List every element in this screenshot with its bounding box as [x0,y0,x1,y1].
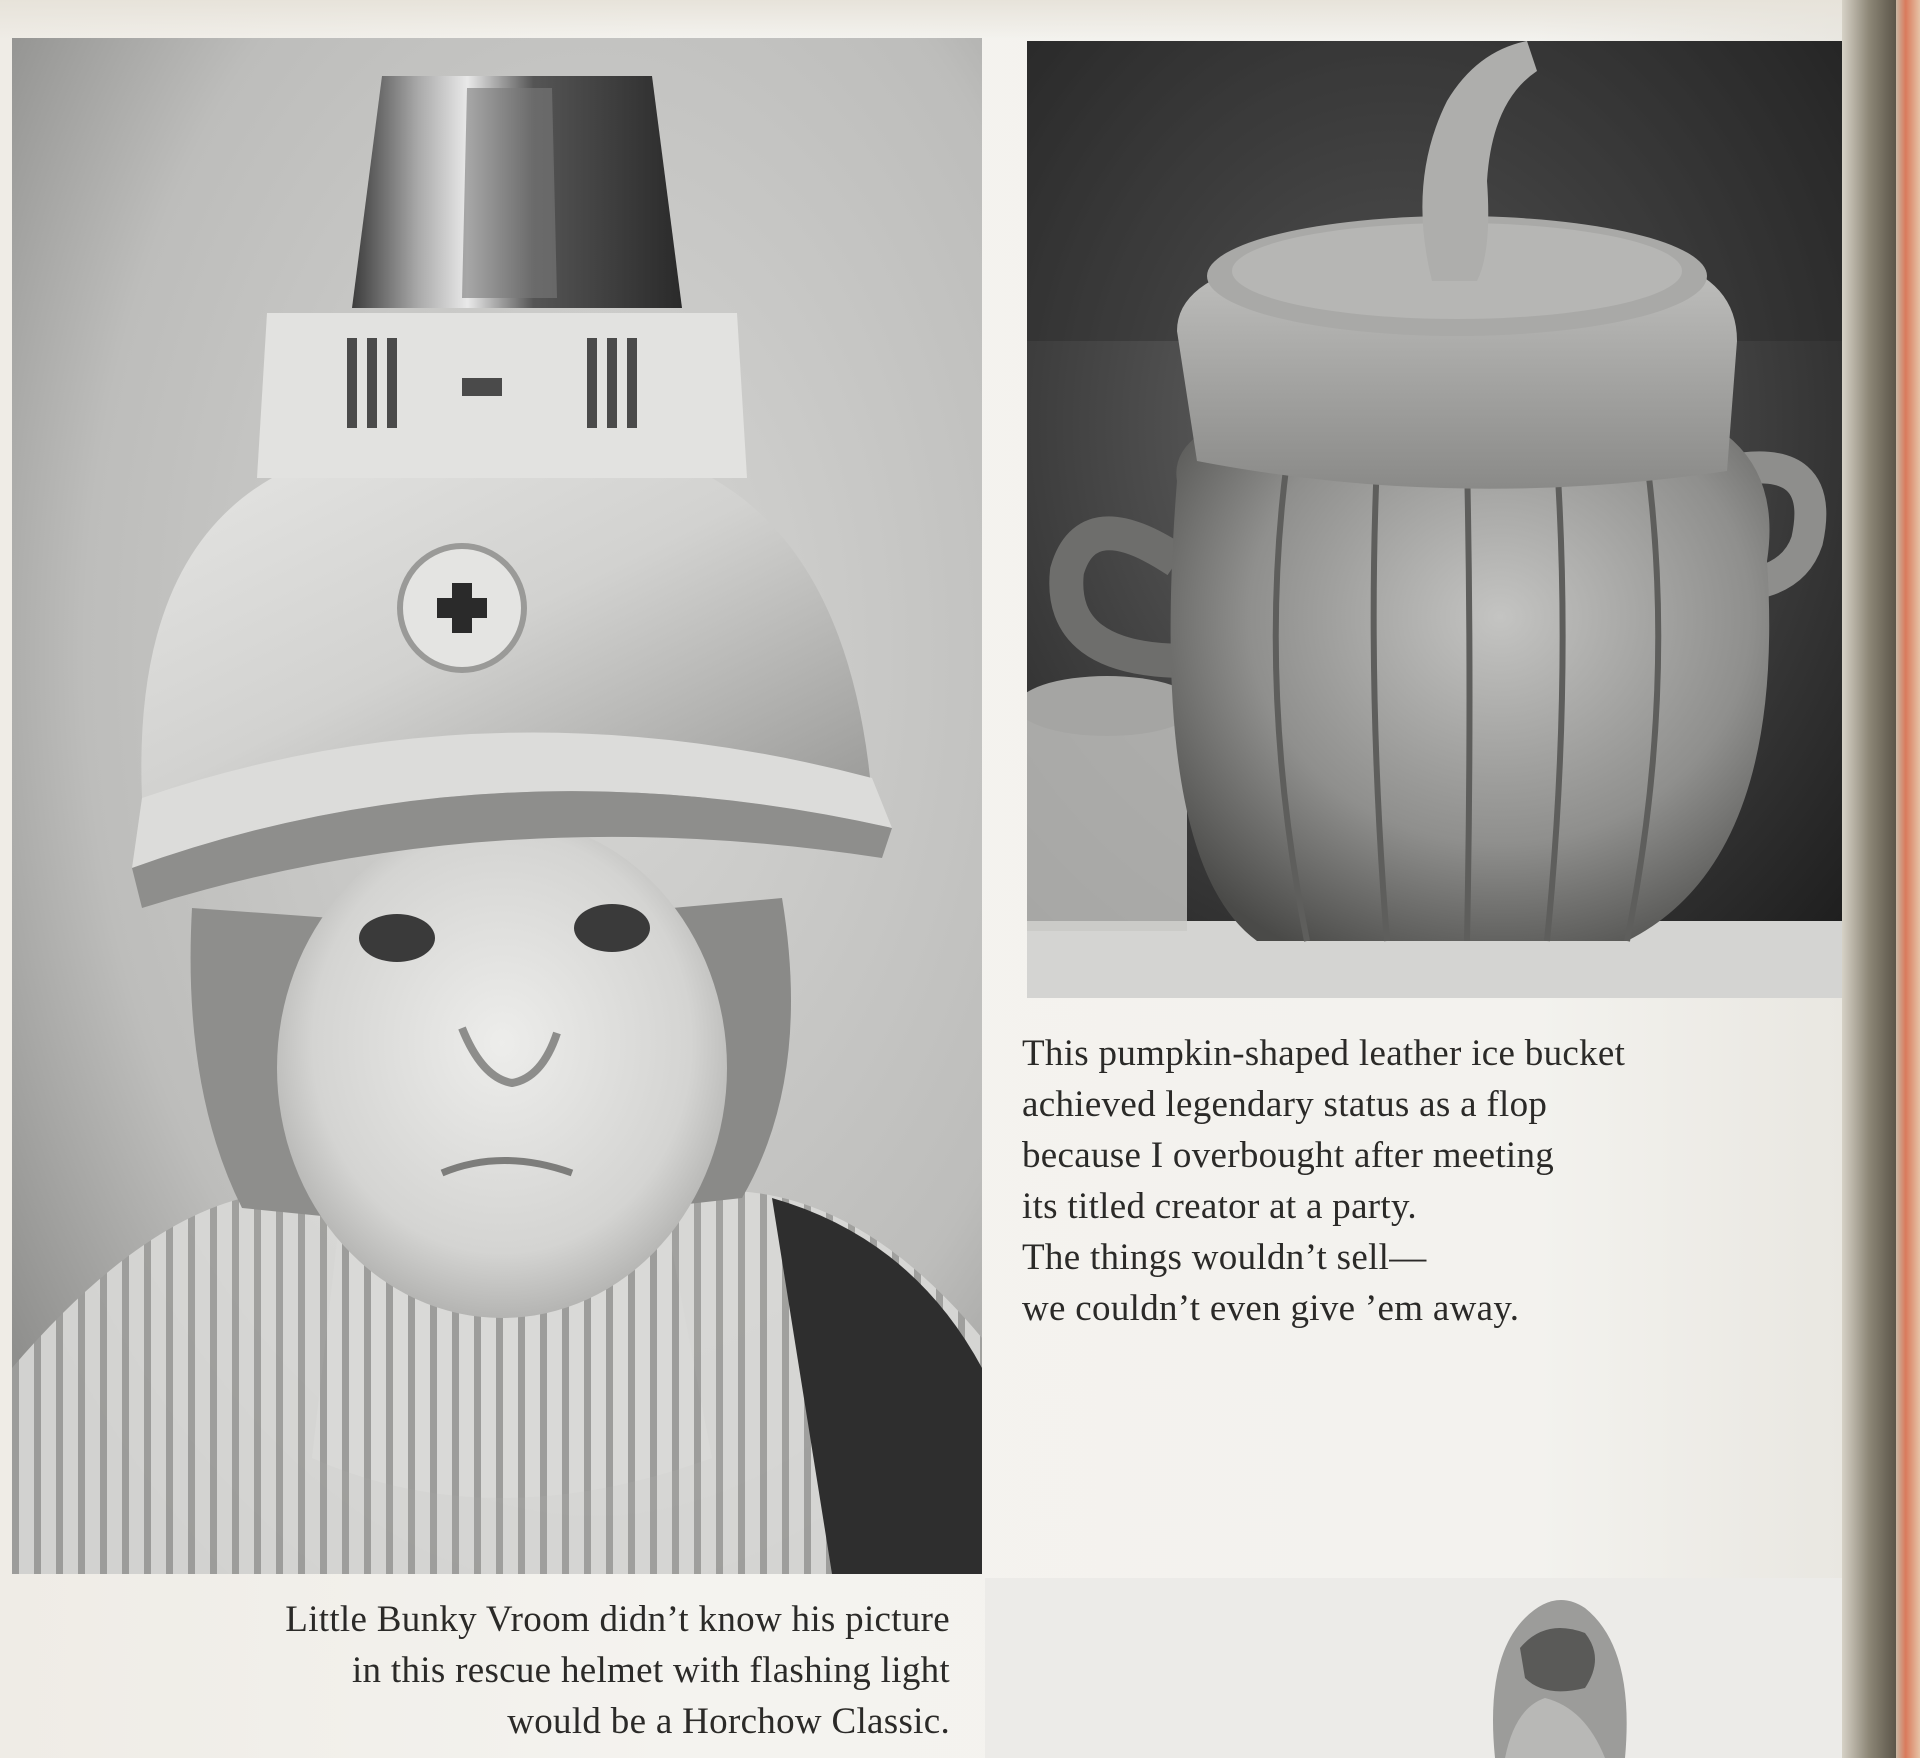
helmet-caption-line-3: would be a Horchow Classic. [507,1701,950,1742]
ice-bucket-caption-line-2: achieved legendary status as a flop [1022,1084,1548,1125]
ice-bucket-caption-line-3: because I overbought after meeting [1022,1135,1555,1176]
ice-bucket-caption-line-1: This pumpkin-shaped leather ice bucket [1022,1033,1626,1074]
ice-bucket-photo [1027,41,1845,998]
helmet-caption-line-1: Little Bunky Vroom didn’t know his picture [285,1599,950,1640]
ice-bucket-caption-line-5: The things wouldn’t sell— [1022,1237,1427,1278]
bird-photo [985,1578,1845,1758]
page-top-shadow [0,0,1920,40]
next-page-edge [1896,0,1920,1758]
ice-bucket-caption-line-6: we couldn’t even give ’em away. [1022,1288,1520,1329]
helmet-caption [150,1594,950,1747]
ice-bucket-caption [1022,1028,1625,1334]
ice-bucket-caption-line-4: its titled creator at a party. [1022,1186,1417,1227]
child-helmet-photo [12,38,982,1574]
helmet-caption-line-2: in this rescue helmet with flashing light [351,1650,950,1691]
